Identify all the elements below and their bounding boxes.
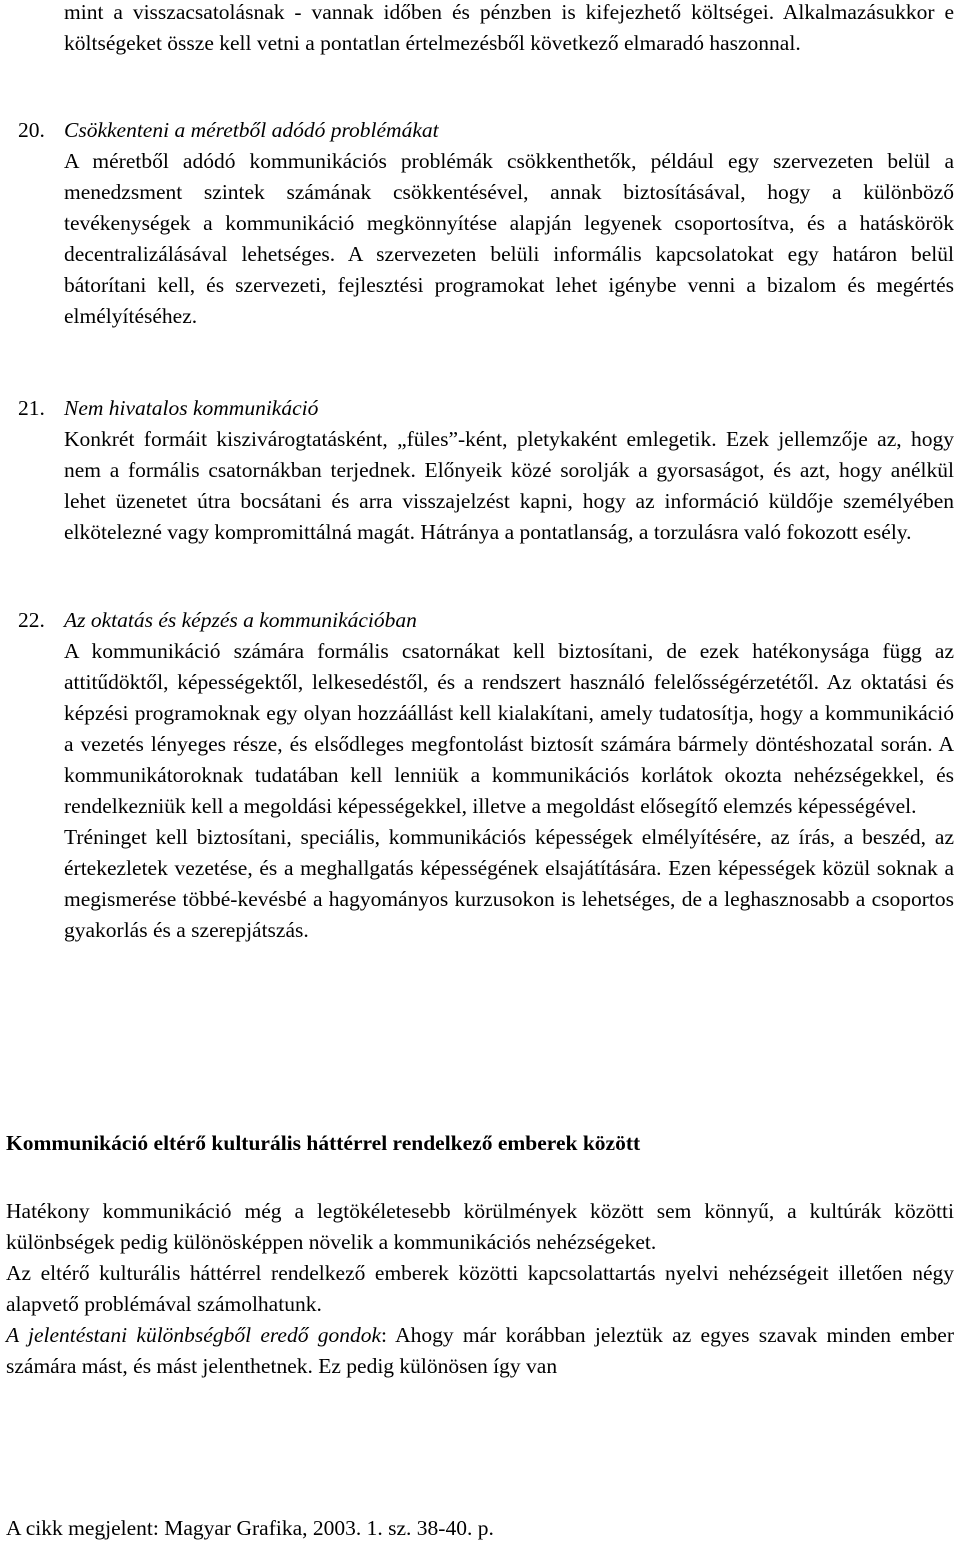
citation-footer: A cikk megjelent: Magyar Grafika, 2003. 1. sz. 38-40. p. bbox=[6, 1516, 494, 1540]
item-20 bbox=[64, 115, 954, 332]
section-paragraph-2: Az eltérő kulturális háttérrel rendelkező emberek közötti kapcsolattartás nyelvi nehézségeit illetően négy alapvető problémával számolhatunk. bbox=[6, 1261, 954, 1316]
item-21 bbox=[64, 393, 954, 548]
item-22 bbox=[64, 605, 954, 946]
section-paragraph-1: Hatékony kommunikáció még a legtökéletesebb körülmények között sem könnyű, a kultúrák közötti különbségek pedig különösképpen növelik a kommunikációs nehézségeket. bbox=[6, 1199, 954, 1254]
item-21-body: Konkrét formáit kiszivárogtatásként, „füles”-ként, pletykaként emlegetik. Ezek jellemzője az, hogy nem a formális csatornákban terjednek. Előnyeik közé sorolják a gyorsaságot, és azt, hogy anélkül lehet üzenetet útra bocsátani és arra visszajelzést kapni, hogy az információ küldője személyében elkötelezné vagy kompromittálná magát. Hátránya a pontatlanság, a torzulásra való fokozott esély. bbox=[64, 427, 954, 544]
item-20-title: Csökkenteni a méretből adódó problémákat bbox=[64, 118, 439, 142]
item-21-title: Nem hivatalos kommunikáció bbox=[64, 396, 319, 420]
item-20-body: A méretből adódó kommunikációs problémák csökkenthetők, például egy szervezeten belül a menedzsment szintek számának csökkentésével, annak biztosításával, hogy a különböző tevékenységek a kommunikáció megkönnyítése alapján legyenek csoportosítva, és a hatáskörök decentralizálásával lehetséges. A szervezeten belüli informális kapcsolatokat egy határon belül bátorítani kell, és szervezeti, fejlesztési programokat lehet igénybe venni a bizalom és megértés elmélyítéséhez. bbox=[64, 149, 954, 328]
intro-text: mint a visszacsatolásnak - vannak időben és pénzben is kifejezhető költségei. Alkalmazásukkor e költségeket össze kell vetni a pontatlan értelmezésből következő elmaradó haszonnal. bbox=[64, 0, 954, 55]
item-22-body: A kommunikáció számára formális csatornákat kell biztosítani, de ezek hatékonysága függ az attitűdöktől, képességektől, lelkesedéstől, és a rendszert használó felelősségérzetétől. Az oktatási és képzési programoknak egy olyan hozzáállást kell kialakítani, amely tudatosítja, hogy a kommunikáció a vezetés lényeges része, és elsődleges megfontolást biztosít számára bármely döntéshozatal során. A kommunikátoroknak tudatában kell lenniük a kommunikációs korlátok okozta nehézségekkel, és rendelkezniük kell a megoldási képességekkel, illetve a megoldást elősegítő elemzés képességével. bbox=[64, 639, 954, 818]
item-20-number: 20. bbox=[18, 118, 45, 142]
item-22-number: 22. bbox=[18, 608, 45, 632]
section-paragraph-3-text: : Ahogy már korábban jeleztük az egyes szavak minden ember számára mást, és mást jelenthetnek. Ez pedig különösen így van bbox=[6, 1323, 955, 1378]
item-22-body-2: Tréninget kell biztosítani, speciális, kommunikációs képességek elmélyítésére, az írás, a beszéd, az értekezletek vezetése, és a meghallgatás képességének elsajátítására. Ezen képességek közül soknak a megismerése többé-kevésbé a hagyományos kurzusokon is lehetséges, de a leghasznosabb a csoportos gyakorlás és a szerepjátszás. bbox=[64, 825, 954, 942]
section-paragraph-3 bbox=[6, 1320, 954, 1382]
item-21-number: 21. bbox=[18, 396, 45, 420]
semantic-differences-term: A jelentéstani különbségből eredő gondok bbox=[6, 1323, 382, 1347]
intro-paragraph bbox=[64, 0, 954, 59]
item-22-title: Az oktatás és képzés a kommunikációban bbox=[64, 608, 417, 632]
section-body bbox=[6, 1196, 954, 1382]
section-heading: Kommunikáció eltérő kulturális háttérrel rendelkező emberek között bbox=[6, 1131, 641, 1155]
